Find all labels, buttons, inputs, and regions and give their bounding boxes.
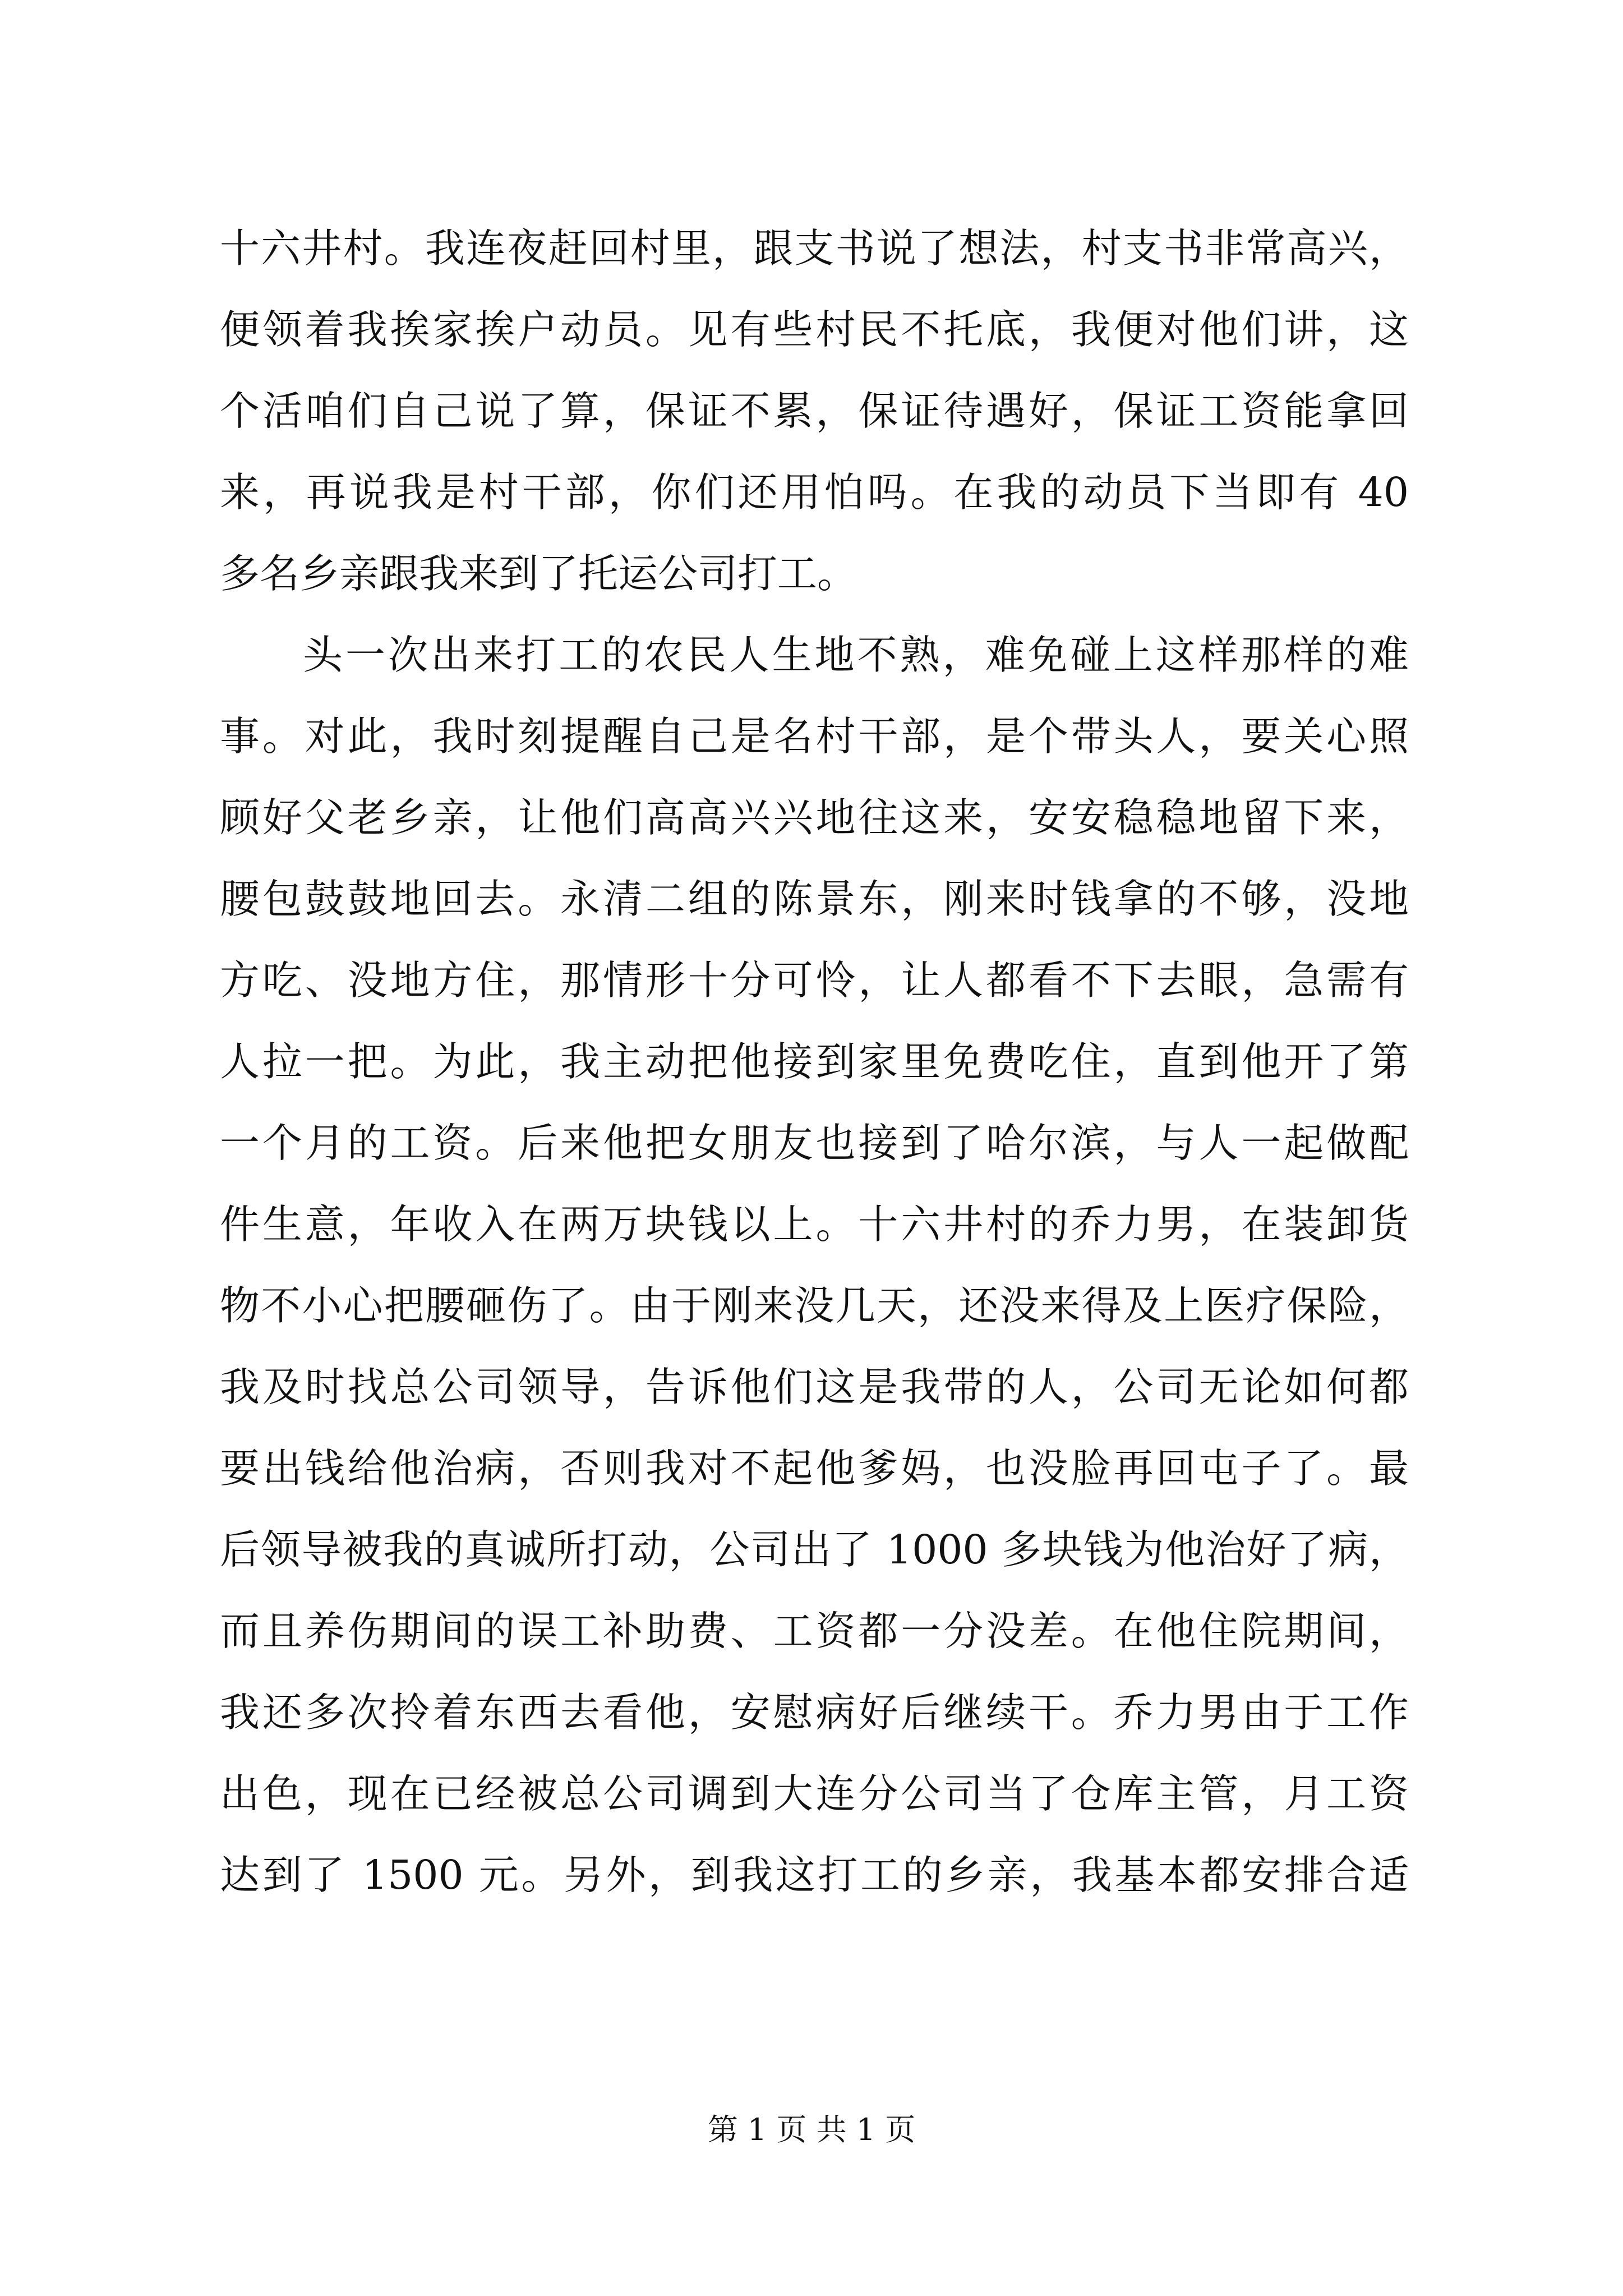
text-line: 顾好父老乡亲，让他们高高兴兴地往这来，安安稳稳地留下来， [220, 794, 1409, 841]
text-line: 个活咱们自己说了算，保证不累，保证待遇好，保证工资能拿回 [220, 388, 1409, 434]
document-body [220, 208, 1409, 1916]
page-number-label: 第 1 页 共 1 页 [707, 2112, 916, 2147]
text-line: 物不小心把腰砸伤了。由于刚来没几天，还没来得及上医疗保险， [220, 1282, 1409, 1329]
text-line: 而且养伤期间的误工补助费、工资都一分没差。在他住院期间， [220, 1608, 1409, 1654]
text-line: 我还多次拎着东西去看他，安慰病好后继续干。乔力男由于工作 [220, 1689, 1409, 1736]
text-line: 来，再说我是村干部，你们还用怕吗。在我的动员下当即有 40 [220, 469, 1409, 516]
page-footer [0, 2110, 1623, 2150]
text-line: 我及时找总公司领导，告诉他们这是我带的人，公司无论如何都 [220, 1364, 1409, 1410]
text-line: 便领着我挨家挨户动员。见有些村民不托底，我便对他们讲，这 [220, 306, 1409, 353]
text-line: 达到了 1500 元。另外，到我这打工的乡亲，我基本都安排合适 [220, 1852, 1409, 1898]
text-line: 件生意，年收入在两万块钱以上。十六井村的乔力男，在装卸货 [220, 1201, 1409, 1248]
text-line: 十六井村。我连夜赶回村里，跟支书说了想法，村支书非常高兴， [220, 225, 1409, 272]
text-line: 事。对此，我时刻提醒自己是名村干部，是个带头人，要关心照 [220, 713, 1409, 760]
text-line: 腰包鼓鼓地回去。永清二组的陈景东，刚来时钱拿的不够，没地 [220, 876, 1409, 922]
text-line: 多名乡亲跟我来到了托运公司打工。 [220, 550, 857, 597]
text-line: 后领导被我的真诚所打动，公司出了 1000 多块钱为他治好了病， [220, 1526, 1409, 1573]
paragraph-first-line: 头一次出来打工的农民人生地不熟，难免碰上这样那样的难 [303, 632, 1409, 678]
text-line: 要出钱给他治病，否则我对不起他爹妈，也没脸再回屯子了。最 [220, 1445, 1409, 1492]
text-line: 人拉一把。为此，我主动把他接到家里免费吃住，直到他开了第 [220, 1038, 1409, 1085]
text-line: 一个月的工资。后来他把女朋友也接到了哈尔滨，与人一起做配 [220, 1120, 1409, 1166]
text-line: 方吃、没地方住，那情形十分可怜，让人都看不下去眼，急需有 [220, 957, 1409, 1004]
text-line: 出色，现在已经被总公司调到大连分公司当了仓库主管，月工资 [220, 1770, 1409, 1817]
